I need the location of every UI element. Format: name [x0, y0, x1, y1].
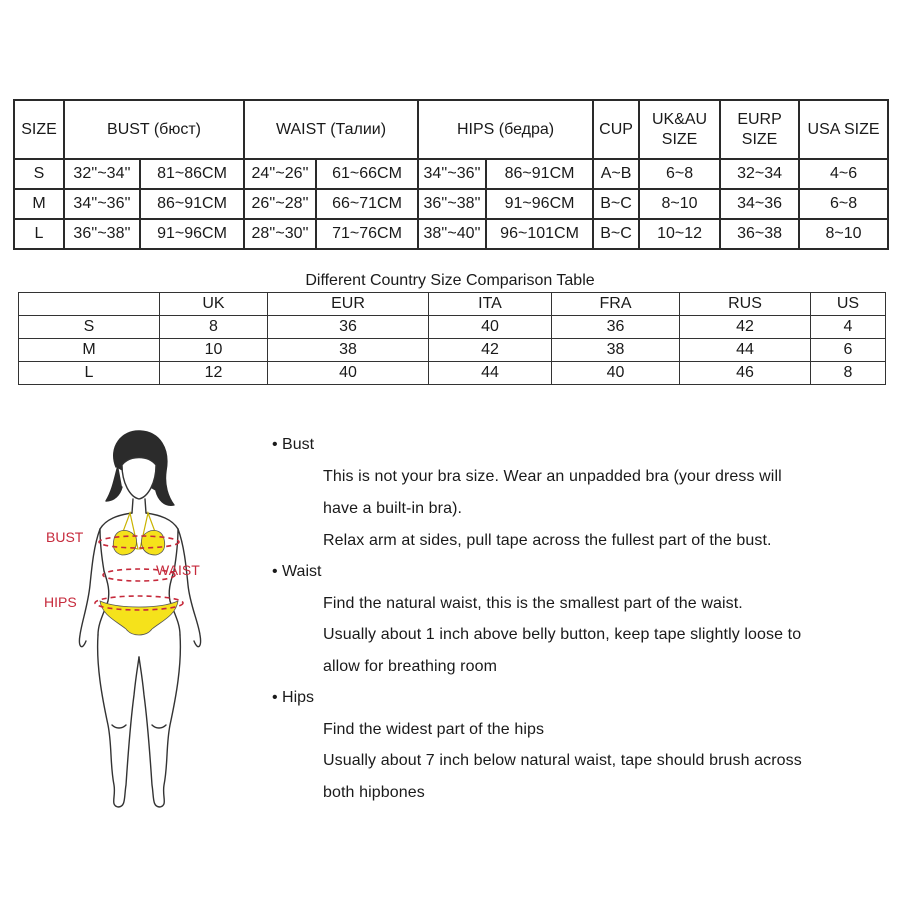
comparison-cell: 38	[268, 339, 429, 362]
comparison-title: Different Country Size Comparison Table	[305, 272, 595, 289]
cell-size: M	[14, 189, 64, 219]
header-ukau	[639, 100, 720, 159]
comparison-cell: 46	[680, 362, 811, 385]
cell-hips-cm: 96~101CM	[486, 219, 593, 249]
comparison-cell: S	[19, 316, 160, 339]
comparison-cell: L	[19, 362, 160, 385]
cell-bust-cm: 91~96CM	[140, 219, 244, 249]
comparison-header-blank	[19, 293, 160, 316]
guide-heading-hips: • Hips	[272, 689, 315, 706]
comparison-cell: 4	[811, 316, 886, 339]
comparison-header-uk: UK	[160, 293, 268, 316]
comparison-header-us: US	[811, 293, 886, 316]
cell-hips-cm: 91~96CM	[486, 189, 593, 219]
cell-eurp: 34~36	[720, 189, 799, 219]
comparison-cell: 36	[552, 316, 680, 339]
header-waist: WAIST (Талии)	[244, 100, 418, 159]
comparison-cell: 6	[811, 339, 886, 362]
comparison-cell: 40	[552, 362, 680, 385]
comparison-header-ita: ITA	[429, 293, 552, 316]
comparison-cell: 10	[160, 339, 268, 362]
cell-bust-cm: 86~91CM	[140, 189, 244, 219]
cell-usa: 4~6	[799, 159, 888, 189]
cell-size: L	[14, 219, 64, 249]
comparison-cell: 8	[811, 362, 886, 385]
comparison-cell: 38	[552, 339, 680, 362]
header-usa: USA SIZE	[799, 100, 888, 159]
comparison-header-eur: EUR	[268, 293, 429, 316]
comparison-table	[18, 292, 886, 385]
comparison-header-rus: RUS	[680, 293, 811, 316]
cell-waist-in: 24''~26''	[244, 159, 316, 189]
cell-hips-in: 36''~38''	[418, 189, 486, 219]
cell-eurp: 32~34	[720, 159, 799, 189]
guide-line: both hipbones	[323, 784, 425, 801]
comparison-cell: 44	[680, 339, 811, 362]
header-ukau-line2: SIZE	[661, 130, 698, 148]
cell-usa: 8~10	[799, 219, 888, 249]
size-row-l	[14, 219, 888, 249]
cell-bust-in: 36''~38''	[64, 219, 140, 249]
guide-line: Usually about 1 inch above belly button, keep tape slightly loose to	[323, 626, 802, 643]
size-chart-table	[13, 99, 889, 250]
waist-label: WAIST	[156, 562, 200, 578]
comparison-cell: 40	[268, 362, 429, 385]
header-eurp	[720, 100, 799, 159]
cell-ukau: 10~12	[639, 219, 720, 249]
cell-waist-cm: 66~71CM	[316, 189, 418, 219]
size-row-s	[14, 159, 888, 189]
cell-usa: 6~8	[799, 189, 888, 219]
cell-eurp: 36~38	[720, 219, 799, 249]
cell-hips-in: 34''~36''	[418, 159, 486, 189]
bust-label: BUST	[46, 529, 84, 545]
comparison-cell: 36	[268, 316, 429, 339]
cell-cup: B~C	[593, 219, 639, 249]
guide-line: Find the widest part of the hips	[323, 721, 545, 738]
cell-cup: B~C	[593, 189, 639, 219]
guide-line: This is not your bra size. Wear an unpadded bra (your dress will	[323, 468, 782, 485]
comparison-cell: 42	[429, 339, 552, 362]
guide-line: Usually about 7 inch below natural waist, tape should brush across	[323, 752, 802, 769]
guide-line: have a built-in bra).	[323, 500, 463, 517]
guide-heading-waist: • Waist	[272, 563, 322, 580]
comparison-cell: 40	[429, 316, 552, 339]
cell-waist-cm: 61~66CM	[316, 159, 418, 189]
header-eurp-line1: EURP	[737, 110, 782, 128]
cell-ukau: 6~8	[639, 159, 720, 189]
comparison-row-s	[19, 316, 886, 339]
cell-ukau: 8~10	[639, 189, 720, 219]
comparison-cell: M	[19, 339, 160, 362]
guide-line: allow for breathing room	[323, 658, 498, 675]
comparison-cell: 42	[680, 316, 811, 339]
size-chart-header-row	[14, 100, 888, 159]
comparison-row-m	[19, 339, 886, 362]
cell-waist-in: 26''~28''	[244, 189, 316, 219]
cell-hips-cm: 86~91CM	[486, 159, 593, 189]
cell-bust-cm: 81~86CM	[140, 159, 244, 189]
comparison-cell: 8	[160, 316, 268, 339]
header-hips: HIPS (бедра)	[418, 100, 593, 159]
header-eurp-line2: SIZE	[741, 130, 778, 148]
header-ukau-line1: UK&AU	[651, 110, 708, 128]
header-size: SIZE	[14, 100, 64, 159]
comparison-header-fra: FRA	[552, 293, 680, 316]
body-measurement-figure	[38, 425, 238, 815]
size-row-m	[14, 189, 888, 219]
guide-line: Find the natural waist, this is the smallest part of the waist.	[323, 595, 743, 612]
cell-hips-in: 38''~40''	[418, 219, 486, 249]
cell-waist-cm: 71~76CM	[316, 219, 418, 249]
bust-measure-line	[99, 536, 179, 548]
guide-line: Relax arm at sides, pull tape across the fullest part of the bust.	[323, 532, 772, 549]
comparison-row-l	[19, 362, 886, 385]
guide-heading-bust: • Bust	[272, 436, 315, 453]
cell-waist-in: 28''~30''	[244, 219, 316, 249]
hips-label: HIPS	[44, 594, 77, 610]
cell-cup: A~B	[593, 159, 639, 189]
comparison-cell: 12	[160, 362, 268, 385]
cell-size: S	[14, 159, 64, 189]
cell-bust-in: 34''~36''	[64, 189, 140, 219]
header-bust: BUST (бюст)	[64, 100, 244, 159]
comparison-cell: 44	[429, 362, 552, 385]
comparison-header-row	[19, 293, 886, 316]
header-cup: CUP	[593, 100, 639, 159]
cell-bust-in: 32''~34''	[64, 159, 140, 189]
